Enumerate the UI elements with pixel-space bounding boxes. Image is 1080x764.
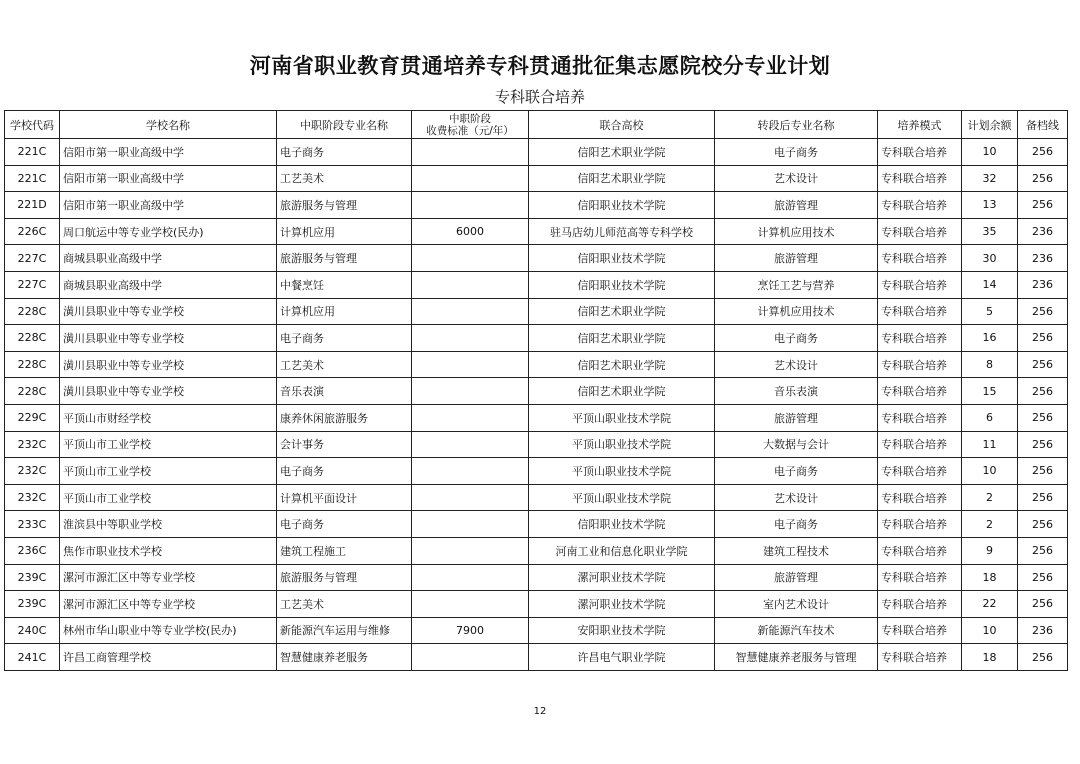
cell-fee <box>412 431 529 458</box>
cell-college: 信阳职业技术学院 <box>529 511 715 538</box>
header-line: 备档线 <box>1018 111 1068 139</box>
cell-new-major: 旅游管理 <box>715 245 878 272</box>
table-row <box>5 644 1068 671</box>
cell-college: 安阳职业技术学院 <box>529 617 715 644</box>
cell-school: 焦作市职业技术学校 <box>60 537 277 564</box>
header-new-major: 转段后专业名称 <box>715 111 878 139</box>
table-row <box>5 192 1068 219</box>
header-school: 学校名称 <box>60 111 277 139</box>
cell-new-major: 旅游管理 <box>715 192 878 219</box>
cell-school: 林州市华山职业中等专业学校(民办) <box>60 617 277 644</box>
cell-fee <box>412 139 529 166</box>
table-row <box>5 351 1068 378</box>
header-fee-line2: 收费标准（元/年） <box>426 124 514 137</box>
cell-college: 平顶山职业技术学院 <box>529 404 715 431</box>
cell-line: 236 <box>1018 245 1068 272</box>
table-row <box>5 458 1068 485</box>
cell-line: 256 <box>1018 404 1068 431</box>
cell-school: 商城县职业高级中学 <box>60 271 277 298</box>
cell-line: 236 <box>1018 617 1068 644</box>
cell-new-major: 室内艺术设计 <box>715 591 878 618</box>
cell-code: 241C <box>5 644 60 671</box>
cell-school: 潢川县职业中等专业学校 <box>60 351 277 378</box>
cell-line: 256 <box>1018 165 1068 192</box>
cell-major: 新能源汽车运用与维修 <box>277 617 412 644</box>
cell-line: 256 <box>1018 511 1068 538</box>
cell-fee <box>412 404 529 431</box>
cell-remain: 8 <box>962 351 1018 378</box>
cell-remain: 35 <box>962 218 1018 245</box>
cell-mode: 专科联合培养 <box>878 564 962 591</box>
header-fee-line1: 中职阶段 <box>449 112 491 125</box>
cell-remain: 6 <box>962 404 1018 431</box>
cell-code: 221C <box>5 165 60 192</box>
table-header-row <box>5 111 1068 139</box>
cell-fee <box>412 378 529 405</box>
cell-new-major: 音乐表演 <box>715 378 878 405</box>
cell-new-major: 电子商务 <box>715 139 878 166</box>
cell-fee <box>412 644 529 671</box>
cell-remain: 2 <box>962 484 1018 511</box>
table-row <box>5 484 1068 511</box>
cell-line: 256 <box>1018 644 1068 671</box>
cell-major: 计算机应用 <box>277 298 412 325</box>
cell-college: 河南工业和信息化职业学院 <box>529 537 715 564</box>
cell-mode: 专科联合培养 <box>878 271 962 298</box>
table-row <box>5 537 1068 564</box>
cell-remain: 5 <box>962 298 1018 325</box>
cell-new-major: 电子商务 <box>715 458 878 485</box>
cell-school: 信阳市第一职业高级中学 <box>60 165 277 192</box>
cell-major: 旅游服务与管理 <box>277 564 412 591</box>
cell-fee <box>412 537 529 564</box>
table-row <box>5 139 1068 166</box>
cell-code: 228C <box>5 351 60 378</box>
table-row <box>5 218 1068 245</box>
cell-mode: 专科联合培养 <box>878 617 962 644</box>
cell-new-major: 大数据与会计 <box>715 431 878 458</box>
table-row <box>5 245 1068 272</box>
cell-new-major: 智慧健康养老服务与管理 <box>715 644 878 671</box>
cell-mode: 专科联合培养 <box>878 325 962 352</box>
cell-code: 226C <box>5 218 60 245</box>
cell-code: 239C <box>5 591 60 618</box>
cell-fee <box>412 351 529 378</box>
table-row <box>5 271 1068 298</box>
cell-remain: 14 <box>962 271 1018 298</box>
cell-code: 229C <box>5 404 60 431</box>
cell-line: 256 <box>1018 537 1068 564</box>
cell-line: 256 <box>1018 192 1068 219</box>
cell-school: 周口航运中等专业学校(民办) <box>60 218 277 245</box>
cell-new-major: 艺术设计 <box>715 484 878 511</box>
cell-college: 信阳艺术职业学院 <box>529 351 715 378</box>
cell-code: 227C <box>5 245 60 272</box>
cell-fee <box>412 564 529 591</box>
cell-school: 许昌工商管理学校 <box>60 644 277 671</box>
cell-college: 平顶山职业技术学院 <box>529 484 715 511</box>
cell-remain: 16 <box>962 325 1018 352</box>
cell-remain: 30 <box>962 245 1018 272</box>
cell-school: 漯河市源汇区中等专业学校 <box>60 564 277 591</box>
cell-college: 信阳艺术职业学院 <box>529 165 715 192</box>
cell-fee <box>412 165 529 192</box>
cell-major: 旅游服务与管理 <box>277 245 412 272</box>
cell-fee <box>412 484 529 511</box>
table-row <box>5 404 1068 431</box>
cell-remain: 32 <box>962 165 1018 192</box>
cell-major: 建筑工程施工 <box>277 537 412 564</box>
table-row <box>5 431 1068 458</box>
cell-code: 228C <box>5 325 60 352</box>
cell-code: 228C <box>5 378 60 405</box>
cell-line: 236 <box>1018 218 1068 245</box>
cell-remain: 11 <box>962 431 1018 458</box>
cell-code: 221D <box>5 192 60 219</box>
cell-line: 256 <box>1018 591 1068 618</box>
cell-new-major: 建筑工程技术 <box>715 537 878 564</box>
cell-new-major: 旅游管理 <box>715 404 878 431</box>
cell-code: 232C <box>5 458 60 485</box>
cell-school: 潢川县职业中等专业学校 <box>60 378 277 405</box>
cell-remain: 22 <box>962 591 1018 618</box>
cell-school: 平顶山市财经学校 <box>60 404 277 431</box>
header-code: 学校代码 <box>5 111 60 139</box>
cell-college: 漯河职业技术学院 <box>529 591 715 618</box>
cell-major: 旅游服务与管理 <box>277 192 412 219</box>
cell-college: 信阳职业技术学院 <box>529 192 715 219</box>
cell-fee <box>412 271 529 298</box>
cell-code: 232C <box>5 484 60 511</box>
cell-major: 工艺美术 <box>277 351 412 378</box>
cell-college: 信阳艺术职业学院 <box>529 325 715 352</box>
cell-mode: 专科联合培养 <box>878 591 962 618</box>
header-mode: 培养模式 <box>878 111 962 139</box>
table-row <box>5 591 1068 618</box>
cell-fee <box>412 192 529 219</box>
cell-major: 音乐表演 <box>277 378 412 405</box>
cell-remain: 15 <box>962 378 1018 405</box>
cell-code: 221C <box>5 139 60 166</box>
cell-remain: 18 <box>962 564 1018 591</box>
cell-line: 256 <box>1018 298 1068 325</box>
cell-code: 232C <box>5 431 60 458</box>
cell-school: 潢川县职业中等专业学校 <box>60 298 277 325</box>
cell-school: 信阳市第一职业高级中学 <box>60 192 277 219</box>
cell-fee: 7900 <box>412 617 529 644</box>
cell-mode: 专科联合培养 <box>878 378 962 405</box>
cell-school: 淮滨县中等职业学校 <box>60 511 277 538</box>
cell-line: 256 <box>1018 564 1068 591</box>
cell-remain: 10 <box>962 617 1018 644</box>
page-number: 12 <box>533 706 547 717</box>
cell-mode: 专科联合培养 <box>878 165 962 192</box>
table-row <box>5 511 1068 538</box>
cell-major: 康养休闲旅游服务 <box>277 404 412 431</box>
cell-major: 中餐烹饪 <box>277 271 412 298</box>
cell-new-major: 烹饪工艺与营养 <box>715 271 878 298</box>
cell-code: 233C <box>5 511 60 538</box>
cell-college: 许昌电气职业学院 <box>529 644 715 671</box>
cell-line: 256 <box>1018 325 1068 352</box>
table-row <box>5 378 1068 405</box>
cell-remain: 2 <box>962 511 1018 538</box>
cell-new-major: 新能源汽车技术 <box>715 617 878 644</box>
cell-mode: 专科联合培养 <box>878 644 962 671</box>
cell-school: 平顶山市工业学校 <box>60 484 277 511</box>
cell-new-major: 旅游管理 <box>715 564 878 591</box>
cell-code: 228C <box>5 298 60 325</box>
cell-line: 256 <box>1018 139 1068 166</box>
cell-line: 256 <box>1018 484 1068 511</box>
document-subtitle: 专科联合培养 <box>494 88 585 106</box>
cell-new-major: 电子商务 <box>715 325 878 352</box>
cell-college: 信阳艺术职业学院 <box>529 139 715 166</box>
cell-mode: 专科联合培养 <box>878 351 962 378</box>
cell-mode: 专科联合培养 <box>878 431 962 458</box>
header-remain: 计划余额 <box>962 111 1018 139</box>
cell-line: 256 <box>1018 431 1068 458</box>
cell-line: 236 <box>1018 271 1068 298</box>
cell-line: 256 <box>1018 351 1068 378</box>
plan-table <box>4 110 1068 671</box>
cell-fee <box>412 591 529 618</box>
cell-school: 商城县职业高级中学 <box>60 245 277 272</box>
cell-college: 信阳职业技术学院 <box>529 271 715 298</box>
cell-fee <box>412 325 529 352</box>
cell-remain: 10 <box>962 458 1018 485</box>
cell-major: 智慧健康养老服务 <box>277 644 412 671</box>
cell-college: 信阳职业技术学院 <box>529 245 715 272</box>
cell-major: 电子商务 <box>277 325 412 352</box>
cell-mode: 专科联合培养 <box>878 484 962 511</box>
cell-new-major: 计算机应用技术 <box>715 218 878 245</box>
cell-school: 信阳市第一职业高级中学 <box>60 139 277 166</box>
table-row <box>5 564 1068 591</box>
table-row <box>5 165 1068 192</box>
cell-code: 239C <box>5 564 60 591</box>
document-title: 河南省职业教育贯通培养专科贯通批征集志愿院校分专业计划 <box>249 54 831 78</box>
cell-fee <box>412 245 529 272</box>
cell-major: 工艺美术 <box>277 165 412 192</box>
cell-mode: 专科联合培养 <box>878 218 962 245</box>
cell-remain: 10 <box>962 139 1018 166</box>
cell-fee <box>412 511 529 538</box>
cell-new-major: 计算机应用技术 <box>715 298 878 325</box>
cell-mode: 专科联合培养 <box>878 404 962 431</box>
cell-code: 236C <box>5 537 60 564</box>
cell-major: 计算机平面设计 <box>277 484 412 511</box>
cell-major: 电子商务 <box>277 139 412 166</box>
cell-line: 256 <box>1018 378 1068 405</box>
cell-mode: 专科联合培养 <box>878 511 962 538</box>
cell-fee <box>412 458 529 485</box>
cell-mode: 专科联合培养 <box>878 245 962 272</box>
cell-school: 平顶山市工业学校 <box>60 431 277 458</box>
cell-fee <box>412 298 529 325</box>
header-major: 中职阶段专业名称 <box>277 111 412 139</box>
header-college: 联合高校 <box>529 111 715 139</box>
cell-college: 平顶山职业技术学院 <box>529 458 715 485</box>
cell-major: 工艺美术 <box>277 591 412 618</box>
cell-school: 潢川县职业中等专业学校 <box>60 325 277 352</box>
table-row <box>5 298 1068 325</box>
cell-college: 信阳艺术职业学院 <box>529 298 715 325</box>
cell-mode: 专科联合培养 <box>878 192 962 219</box>
cell-mode: 专科联合培养 <box>878 139 962 166</box>
cell-school: 漯河市源汇区中等专业学校 <box>60 591 277 618</box>
cell-new-major: 艺术设计 <box>715 165 878 192</box>
cell-mode: 专科联合培养 <box>878 537 962 564</box>
table-row <box>5 617 1068 644</box>
cell-mode: 专科联合培养 <box>878 298 962 325</box>
cell-code: 227C <box>5 271 60 298</box>
cell-new-major: 电子商务 <box>715 511 878 538</box>
cell-remain: 13 <box>962 192 1018 219</box>
cell-line: 256 <box>1018 458 1068 485</box>
cell-fee: 6000 <box>412 218 529 245</box>
cell-new-major: 艺术设计 <box>715 351 878 378</box>
header-fee <box>412 111 529 139</box>
cell-major: 电子商务 <box>277 458 412 485</box>
cell-college: 信阳艺术职业学院 <box>529 378 715 405</box>
cell-major: 电子商务 <box>277 511 412 538</box>
cell-major: 会计事务 <box>277 431 412 458</box>
cell-mode: 专科联合培养 <box>878 458 962 485</box>
table-body <box>5 139 1068 671</box>
cell-college: 平顶山职业技术学院 <box>529 431 715 458</box>
cell-college: 漯河职业技术学院 <box>529 564 715 591</box>
cell-college: 驻马店幼儿师范高等专科学校 <box>529 218 715 245</box>
table-row <box>5 325 1068 352</box>
cell-major: 计算机应用 <box>277 218 412 245</box>
cell-school: 平顶山市工业学校 <box>60 458 277 485</box>
cell-remain: 9 <box>962 537 1018 564</box>
cell-remain: 18 <box>962 644 1018 671</box>
cell-code: 240C <box>5 617 60 644</box>
